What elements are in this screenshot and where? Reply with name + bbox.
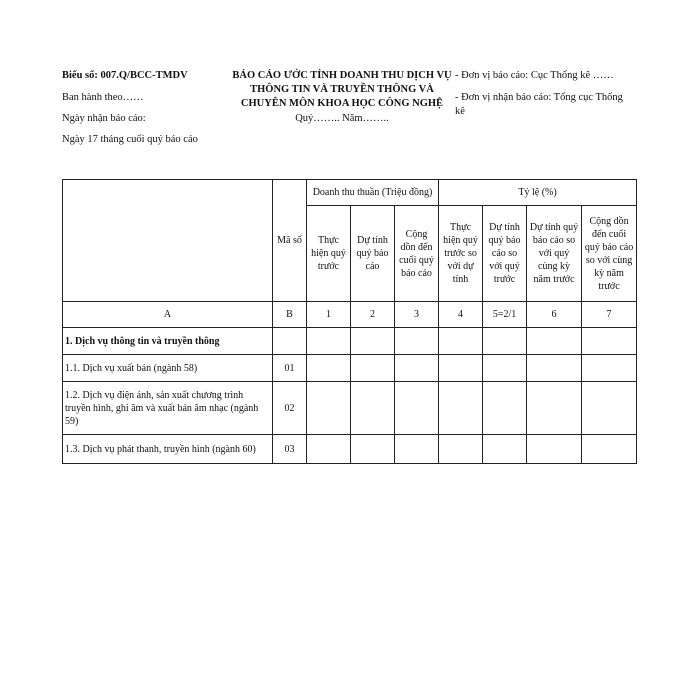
row-label: 1.3. Dịch vụ phát thanh, truyền hình (ngành 60) <box>63 435 273 464</box>
header-ratio-group: Tỷ lệ (%) <box>439 180 637 206</box>
index-cell: 5=2/1 <box>483 302 527 328</box>
data-cell[interactable] <box>307 382 351 435</box>
row-code: 02 <box>273 382 307 435</box>
table-row <box>63 355 637 382</box>
row-code <box>273 328 307 355</box>
index-cell: 6 <box>527 302 582 328</box>
header-name-cell <box>63 180 273 302</box>
receiving-unit-line-2: kê <box>455 106 465 117</box>
table-index-row <box>63 302 637 328</box>
report-table <box>62 179 637 464</box>
index-cell: 4 <box>439 302 483 328</box>
report-period: Quý…….. Năm…….. <box>295 113 389 124</box>
data-cell[interactable] <box>351 435 395 464</box>
reporting-unit: - Đơn vị báo cáo: Cục Thống kê …… <box>455 70 614 81</box>
data-cell[interactable] <box>483 382 527 435</box>
row-label: 1. Dịch vụ thông tin và truyền thông <box>63 328 273 355</box>
index-cell: 1 <box>307 302 351 328</box>
data-cell[interactable] <box>439 355 483 382</box>
data-cell[interactable] <box>582 382 637 435</box>
table-row <box>63 328 637 355</box>
data-cell[interactable] <box>395 435 439 464</box>
subheader-cell: Thực hiện quý trước <box>307 206 351 302</box>
subheader-cell: Dự tính quý báo cáo <box>351 206 395 302</box>
data-cell[interactable] <box>307 435 351 464</box>
index-cell: B <box>273 302 307 328</box>
row-label: 1.1. Dịch vụ xuất bản (ngành 58) <box>63 355 273 382</box>
subheader-cell: Thực hiện quý trước so với dự tính <box>439 206 483 302</box>
data-cell[interactable] <box>351 382 395 435</box>
title-line-3: CHUYÊN MÔN KHOA HỌC CÔNG NGHỆ <box>240 98 444 109</box>
index-cell: A <box>63 302 273 328</box>
data-cell[interactable] <box>483 328 527 355</box>
index-cell: 3 <box>395 302 439 328</box>
receiving-unit-line-1: - Đơn vị nhận báo cáo: Tổng cục Thống <box>455 92 623 103</box>
header-revenue-group: Doanh thu thuần (Triệu đồng) <box>307 180 439 206</box>
data-cell[interactable] <box>307 355 351 382</box>
report-title <box>212 69 472 111</box>
title-line-2: THÔNG TIN VÀ TRUYỀN THÔNG VÀ <box>250 84 434 95</box>
receiving-unit <box>455 91 640 119</box>
data-cell[interactable] <box>582 328 637 355</box>
data-cell[interactable] <box>527 382 582 435</box>
table-row <box>63 435 637 464</box>
data-cell[interactable] <box>582 355 637 382</box>
table-row <box>63 382 637 435</box>
index-cell: 2 <box>351 302 395 328</box>
data-cell[interactable] <box>395 382 439 435</box>
subheader-cell: Cộng dồn đến cuối quý báo cáo <box>395 206 439 302</box>
data-cell[interactable] <box>527 355 582 382</box>
header-code-cell: Mã số <box>273 180 307 302</box>
data-cell[interactable] <box>582 435 637 464</box>
data-cell[interactable] <box>351 328 395 355</box>
deadline: Ngày 17 tháng cuối quý báo cáo <box>62 134 198 145</box>
subheader-cell: Cộng dồn đến cuối quý báo cáo so với cùng kỳ năm trước <box>582 206 637 302</box>
data-cell[interactable] <box>483 435 527 464</box>
receive-date: Ngày nhận báo cáo: <box>62 113 146 124</box>
data-cell[interactable] <box>439 435 483 464</box>
row-code: 03 <box>273 435 307 464</box>
data-cell[interactable] <box>527 328 582 355</box>
data-cell[interactable] <box>483 355 527 382</box>
index-cell: 7 <box>582 302 637 328</box>
row-code: 01 <box>273 355 307 382</box>
issued-by: Ban hành theo…… <box>62 92 144 103</box>
data-cell[interactable] <box>439 382 483 435</box>
subheader-cell: Dự tính quý báo cáo so với quý trước <box>483 206 527 302</box>
data-cell[interactable] <box>527 435 582 464</box>
data-cell[interactable] <box>395 355 439 382</box>
form-number: Biểu số: 007.Q/BCC-TMDV <box>62 70 188 81</box>
title-line-1: BÁO CÁO ƯỚC TÍNH DOANH THU DỊCH VỤ <box>232 70 452 81</box>
data-cell[interactable] <box>395 328 439 355</box>
table-header-group-row <box>63 180 637 206</box>
subheader-cell: Dự tính quý báo cáo so với quý cùng kỳ năm trước <box>527 206 582 302</box>
data-cell[interactable] <box>307 328 351 355</box>
data-cell[interactable] <box>351 355 395 382</box>
row-label: 1.2. Dịch vụ điện ảnh, sản xuất chương trình truyền hình, ghi âm và xuất bản âm nhạc (ngành 59) <box>63 382 273 435</box>
data-cell[interactable] <box>439 328 483 355</box>
